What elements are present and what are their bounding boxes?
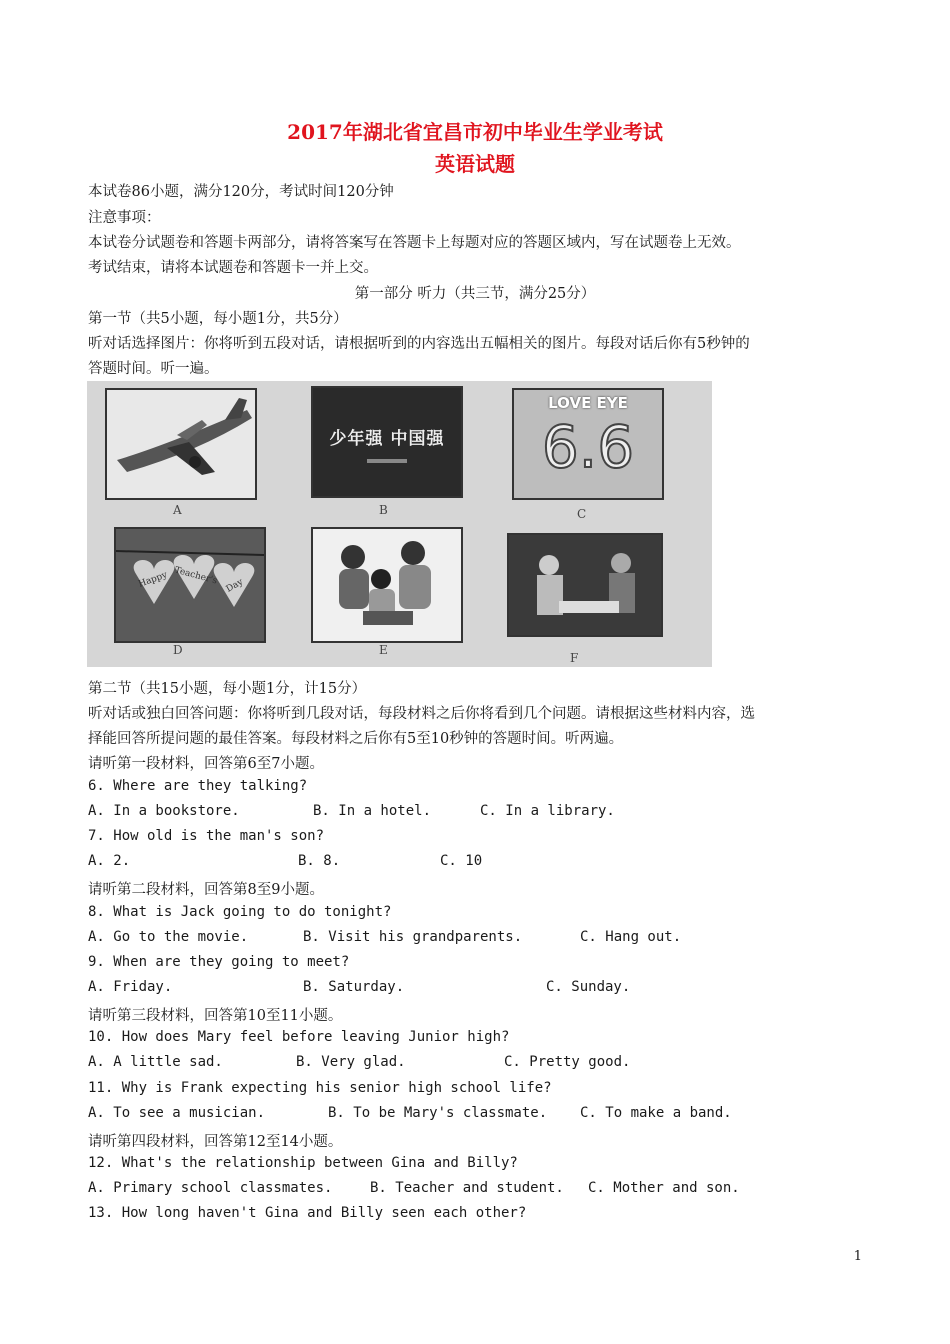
option: C. Hang out. <box>580 929 682 945</box>
option: A. Friday. <box>88 979 173 995</box>
picture-panel <box>87 381 712 667</box>
picture-b-poster <box>311 386 463 498</box>
love-eye-text: LOVE EYE <box>548 394 628 412</box>
picture-label: E <box>379 643 388 657</box>
section1-instruction: 听对话选择图片：你将听到五段对话，请根据听到的内容选出五幅相关的图片。每段对话后你有5秒钟的 <box>88 336 750 352</box>
intro-line: 注意事项： <box>88 210 161 226</box>
question-9: 9. When are they going to meet? <box>88 954 350 970</box>
heart-text: Happy <box>137 570 169 590</box>
section1-instruction: 答题时间。听一遍。 <box>88 361 219 377</box>
option: B. To be Mary's classmate. <box>328 1105 548 1121</box>
section2-heading: 第二节（共15小题，每小题1分，计15分） <box>88 681 367 697</box>
question-11: 11. Why is Frank expecting his senior high school life? <box>88 1080 552 1096</box>
picture-f-people <box>507 533 663 637</box>
option: B. 8. <box>298 853 341 869</box>
option: A. A little sad. <box>88 1054 223 1070</box>
option: C. In a library. <box>480 803 615 819</box>
poster-subtitle-bar <box>367 459 407 463</box>
heart-text: Day <box>224 577 245 595</box>
option: B. Teacher and student. <box>370 1180 564 1196</box>
option: B. Very glad. <box>296 1054 406 1070</box>
picture-d-hearts <box>114 527 266 643</box>
heart-text: Teacher's <box>173 565 219 587</box>
material-prompt: 请听第二段材料，回答第8至9小题。 <box>88 882 324 898</box>
intro-line: 本试卷分试题卷和答题卡两部分，请将答案写在答题卡上每题对应的答题区域内，写在试题卷上无效。 <box>88 235 741 251</box>
intro-line: 考试结束，请将本试题卷和答题卡一并上交。 <box>88 260 378 276</box>
poster-text: 少年强 中国强 <box>329 429 445 449</box>
question-6: 6. Where are they talking? <box>88 778 308 794</box>
material-prompt: 请听第一段材料，回答第6至7小题。 <box>88 756 324 772</box>
section1-heading: 第一节（共5小题，每小题1分，共5分） <box>88 311 348 327</box>
option: C. To make a band. <box>580 1105 732 1121</box>
option: C. Mother and son. <box>588 1180 740 1196</box>
option: A. Primary school classmates. <box>88 1180 333 1196</box>
option: B. Saturday. <box>303 979 405 995</box>
picture-e-family <box>311 527 463 643</box>
picture-a-airplane <box>105 388 257 500</box>
intro-line: 本试卷86小题，满分120分，考试时间120分钟 <box>88 184 394 200</box>
question-12: 12. What's the relationship between Gina and Billy? <box>88 1155 518 1171</box>
material-prompt: 请听第四段材料，回答第12至14小题。 <box>88 1134 343 1150</box>
question-8: 8. What is Jack going to do tonight? <box>88 904 392 920</box>
section2-instruction: 听对话或独白回答问题：你将听到几段对话，每段材料之后你将看到几个问题。请根据这些材料内容，选 <box>88 706 755 722</box>
picture-c-love-eye <box>512 388 664 500</box>
option: A. In a bookstore. <box>88 803 240 819</box>
part1-heading: 第一部分 听力（共三节，满分25分） <box>354 286 596 302</box>
section2-instruction: 择能回答所提问题的最佳答案。每段材料之后你有5至10秒钟的答题时间。听两遍。 <box>88 731 624 747</box>
option: B. Visit his grandparents. <box>303 929 523 945</box>
option: A. 2. <box>88 853 131 869</box>
question-10: 10. How does Mary feel before leaving Junior high? <box>88 1029 510 1045</box>
picture-label: F <box>570 651 579 665</box>
material-prompt: 请听第三段材料，回答第10至11小题。 <box>88 1008 343 1024</box>
option: C. 10 <box>440 853 483 869</box>
option: C. Sunday. <box>546 979 631 995</box>
option: A. Go to the movie. <box>88 929 249 945</box>
picture-label: D <box>173 643 183 657</box>
exam-subtitle: 英语试题 <box>435 152 515 176</box>
exam-title: 2017年湖北省宜昌市初中毕业生学业考试 <box>287 120 663 144</box>
option: B. In a hotel. <box>313 803 432 819</box>
page-number: 1 <box>853 1249 862 1264</box>
question-13: 13. How long haven't Gina and Billy seen each other? <box>88 1205 527 1221</box>
picture-label: B <box>379 503 388 517</box>
option: A. To see a musician. <box>88 1105 266 1121</box>
picture-label: C <box>577 507 587 521</box>
option: C. Pretty good. <box>504 1054 631 1070</box>
question-7: 7. How old is the man's son? <box>88 828 325 844</box>
picture-label: A <box>173 503 182 517</box>
six-six-text: 6.6 <box>541 413 635 481</box>
